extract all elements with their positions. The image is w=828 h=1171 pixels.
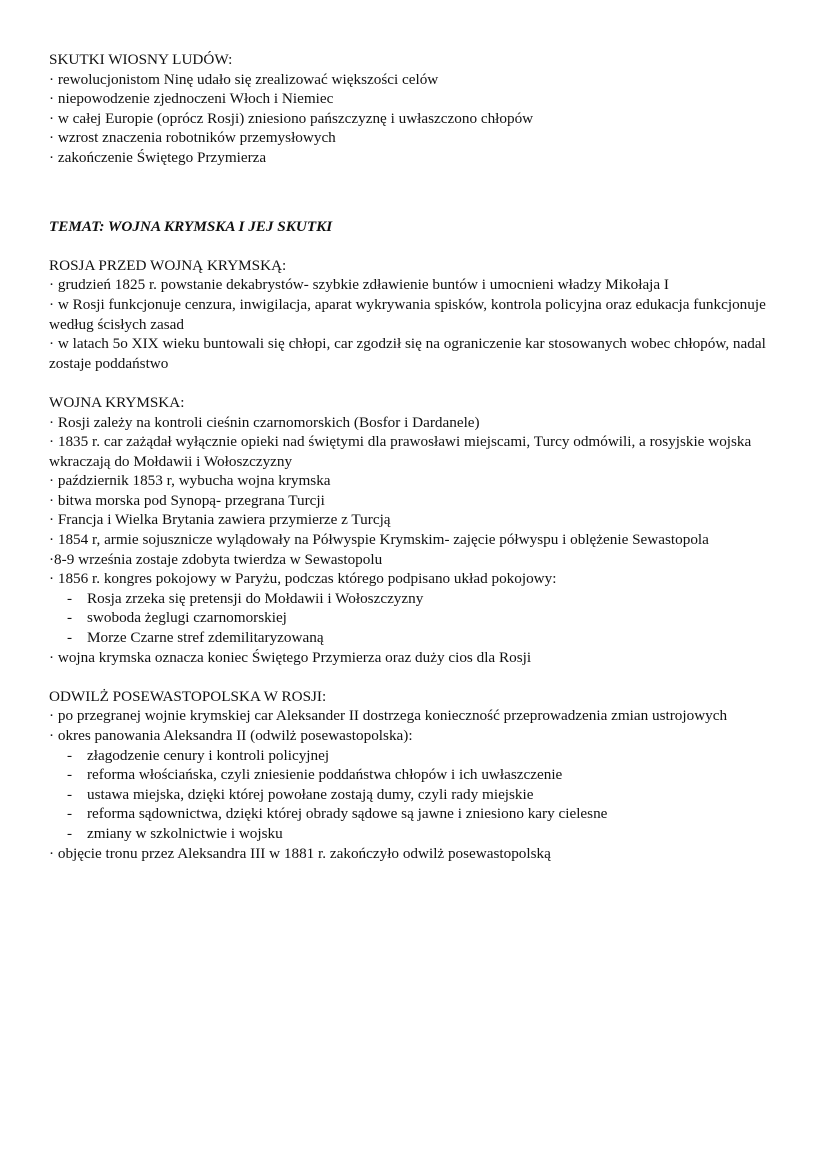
- list-item: · rewolucjonistom Ninę udało się zrealizować większości celów: [49, 70, 439, 88]
- list-item: · Francja i Wielka Brytania zawiera przymierze z Turcją: [49, 511, 391, 529]
- dash-marker: -: [67, 805, 73, 823]
- section-heading-odwilz: ODWILŻ POSEWASTOPOLSKA W ROSJI:: [49, 687, 327, 705]
- list-item: · 1854 r, armie sojusznicze wylądowały na Półwyspie Krymskim- zajęcie półwyspu i oblężenie Sewastopola: [49, 531, 709, 549]
- section-heading-rosja: ROSJA PRZED WOJNĄ KRYMSKĄ:: [49, 256, 287, 274]
- sub-list-item: [67, 608, 794, 628]
- topic-title: TEMAT: WOJNA KRYMSKA I JEJ SKUTKI: [49, 217, 333, 235]
- sub-list-text: złagodzenie cenury i kontroli policyjnej: [87, 746, 330, 764]
- document-content: [49, 50, 794, 863]
- sub-list-text: reforma włościańska, czyli zniesienie poddaństwa chłopów i ich uwłaszczenie: [87, 766, 563, 784]
- list-item: · 1835 r. car zażądał wyłącznie opieki nad świętymi dla prawosławi miejscami, Turcy odmówili, a rosyjskie wojska wkraczają do Mołdawii i Wołoszczyzny: [49, 433, 752, 470]
- list-item: · bitwa morska pod Synopą- przegrana Turcji: [49, 491, 325, 509]
- sub-list-item: [67, 824, 794, 844]
- sub-list-item: [67, 589, 794, 609]
- list-item: · niepowodzenie zjednoczeni Włoch i Niemiec: [49, 90, 334, 108]
- list-item: · w całej Europie (oprócz Rosji) zniesiono pańszczyznę i uwłaszczono chłopów: [49, 109, 534, 127]
- list-item: · grudzień 1825 r. powstanie dekabrystów- szybkie zdławienie buntów i umocnieni władzy Mikołaja I: [49, 276, 669, 294]
- sub-list-item: [67, 785, 794, 805]
- sub-list-item: [67, 628, 794, 648]
- list-item: · po przegranej wojnie krymskiej car Aleksander II dostrzega konieczność przeprowadzenia zmian ustrojowych: [49, 707, 728, 725]
- list-item: · październik 1853 r, wybucha wojna krymska: [49, 472, 331, 490]
- sub-list-text: swoboda żeglugi czarnomorskiej: [87, 609, 287, 627]
- dash-marker: -: [67, 766, 73, 784]
- dash-marker: -: [67, 785, 73, 803]
- dash-marker: -: [67, 609, 73, 627]
- list-item: ·8-9 września zostaje zdobyta twierdza w Sewastopolu: [49, 550, 383, 568]
- section-heading-wojna: WOJNA KRYMSKA:: [49, 393, 185, 411]
- section-heading-skutki-wiosny: SKUTKI WIOSNY LUDÓW:: [49, 51, 233, 68]
- list-item: · w Rosji funkcjonuje cenzura, inwigilacja, aparat wykrywania spisków, kontrola policyjna oraz edukacja funkcjonuje według ścisłych zasad: [49, 295, 766, 333]
- dash-marker: -: [67, 824, 73, 842]
- sub-list-item: [67, 746, 794, 766]
- sub-list-text: reforma sądownictwa, dzięki której obrady sądowe są jawne i zniesiono kary cielesne: [87, 805, 608, 823]
- list-item: · Rosji zależy na kontroli cieśnin czarnomorskich (Bosfor i Dardanele): [49, 413, 480, 431]
- list-item: · zakończenie Świętego Przymierza: [49, 148, 267, 166]
- list-item: · objęcie tronu przez Aleksandra III w 1881 r. zakończyło odwilż posewastopolską: [49, 844, 551, 862]
- sub-list-text: zmiany w szkolnictwie i wojsku: [87, 824, 283, 842]
- dash-marker: -: [67, 746, 73, 764]
- list-item: · w latach 5o XIX wieku buntowali się chłopi, car zgodził się na ograniczenie kar stosowanych wobec chłopów, nadal zostaje poddaństwo: [49, 335, 766, 372]
- dash-marker: -: [67, 589, 73, 607]
- sub-list-item: [67, 804, 794, 824]
- list-item: · wzrost znaczenia robotników przemysłowych: [49, 129, 336, 147]
- list-item: · okres panowania Aleksandra II (odwilż posewastopolska):: [49, 727, 413, 744]
- sub-list-text: Morze Czarne stref zdemilitaryzowaną: [87, 629, 324, 647]
- sub-list-item: [67, 765, 794, 785]
- list-item: · wojna krymska oznacza koniec Świętego Przymierza oraz duży cios dla Rosji: [49, 648, 532, 666]
- sub-list-text: Rosja zrzeka się pretensji do Mołdawii i Wołoszczyzny: [87, 589, 424, 607]
- sub-list-text: ustawa miejska, dzięki której powołane zostają dumy, czyli rady miejskie: [87, 785, 534, 803]
- list-item: · 1856 r. kongres pokojowy w Paryżu, podczas którego podpisano układ pokojowy:: [49, 570, 557, 588]
- dash-marker: -: [67, 629, 73, 647]
